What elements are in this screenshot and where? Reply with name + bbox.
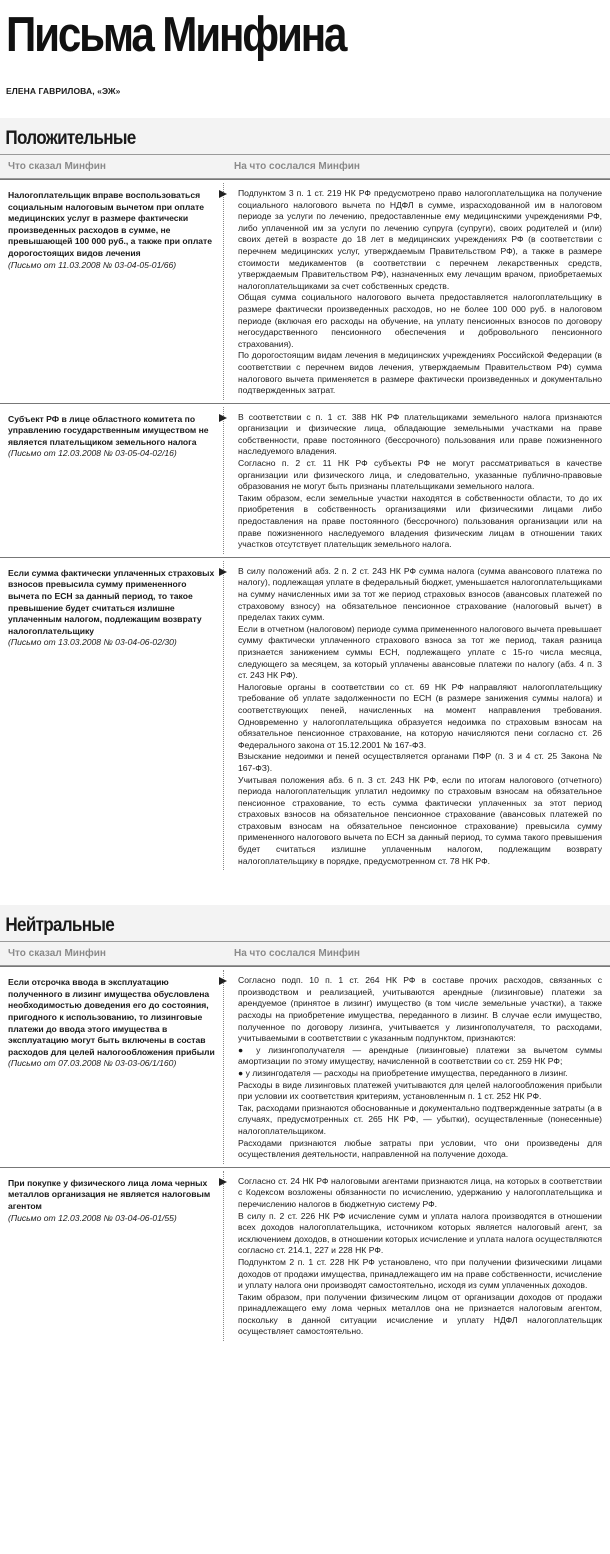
basis-paragraph: Таким образом, при получении физическим лицом от организации доходов от продажи принадлежащего ему лома черных металлов она не признается налоговым агентом, поскольку в данной ситуации исчисление и уплату НДФЛ налогоплательщик осуществляет самостоятельно. [238,1291,602,1337]
basis-paragraph: Подпунктом 3 п. 1 ст. 219 НК РФ предусмотрено право налогоплательщика на получение социального налогового вычета по НДФЛ в сумме, израсходованной им в налоговом периоде за услуги по лечению, предоставленные ему медицинскими учреждениями РФ, либо уплаченной им за услуги по лечению супруга (супруги), своих родителей и (или) своих детей в возрасте до 18 лет в медицинских учреждениях РФ (в соответствии с перечнем медицинских услуг, утверждаемым Правительством РФ), а также в размере стоимости медикаментов (в соответствии с перечнем лекарственных средств, утверждаемым Правительством РФ), назначенных ему лечащим врачом, приобретаемых налогоплательщиками за счет собственных средств. [238,188,602,291]
triangle-arrow-icon [219,977,227,985]
statement-text: Субъект РФ в лице областного комитета по управлению государственным имуществом не является плательщиком земельного налога [8,413,209,447]
masthead [0,0,610,66]
statement-text: Если сумма фактически уплаченных страховых взносов превысила сумму примененного вычета по ЕСН за данный период, то такое превышение будет считаться излишне уплаченным налогом, подлежащим возврату налогоплательщику [8,567,215,636]
column-headers [0,154,610,179]
basis-paragraph: В силу п. 2 ст. 226 НК РФ исчисление сумм и уплата налога производятся в отношении всех доходов налогоплательщика, источником которых является налоговый агент, за исключением доходов, в отношении которых исчисление и уплата налога осуществляются согласно ст. 214.1, 227 и 228 НК РФ. [238,1210,602,1256]
statement-cell [0,558,226,873]
section-title: Нейтральные [5,915,115,937]
table-row [0,403,610,557]
basis-cell [226,967,610,1167]
basis-paragraph: В силу положений абз. 2 п. 2 ст. 243 НК РФ сумма налога (сумма авансового платежа по налогу), подлежащая уплате в федеральный бюджет, уменьшается налогоплательщиками на сумму начисленных ими за тот же период страховых взносов (авансовых платежей по страховому взносу) на обязательное пенсионное страхование (налоговый вычет) в пределах таких сумм. [238,565,602,623]
statement-cell [0,404,226,557]
letter-reference: (Письмо от 11.03.2008 № 03-04-05-01/66) [8,259,177,270]
basis-paragraph: Расходы в виде лизинговых платежей учитываются для целей налогообложения прибыли при условии их соответствия критериям, установленным п. 1 ст. 252 НК РФ. [238,1079,602,1102]
table-row [0,557,610,873]
column-header-statement: Что сказал Минфин [8,948,106,960]
column-header-basis: На что сослался Минфин [234,161,360,172]
column-header-statement: Что сказал Минфин [8,161,106,172]
statement-text: Если отсрочка ввода в эксплуатацию полученного в лизинг имущества обусловлена необходимостью доведения его до состояния, пригодного к использованию, то лизинговые платежи до ввода этого имущества в эксплуатацию могут быть включены в состав расходов для целей налогообложения прибыли [8,977,215,1057]
section-gap [0,873,610,889]
article-title: Письма Минфина [6,8,346,62]
letter-reference: (Письмо от 07.03.2008 № 03-03-06/1/160) [8,1058,177,1069]
table-row [0,179,610,403]
table-row [0,1167,610,1344]
triangle-arrow-icon [219,414,227,422]
section-positive [0,118,610,873]
author-byline: ЕЛЕНА ГАВРИЛОВА, «ЭЖ» [6,86,121,96]
basis-paragraph: Взыскание недоимки и пеней осуществляется органами ПФР (п. 3 и 4 ст. 25 Закона № 167-ФЗ). [238,751,602,773]
basis-paragraph: ● у лизингополучателя — арендные (лизинговые) платежи за вычетом суммы амортизации по этому имуществу, начисленной в соответствии со ст. 259 НК РФ; [238,1044,602,1067]
statement-cell [0,1168,226,1344]
sections-container [0,118,610,1344]
section-title: Положительные [5,128,136,149]
basis-paragraph: Налоговые органы в соответствии со ст. 69 НК РФ направляют налогоплательщику требование об уплате задолженности по ЕСН (в размере занижения суммы налога) и соответствующих пеней, начисленных на момент направления требования. Одновременно у налогоплательщика образуется недоимка по страховым взносам на обязательное пенсионное страхование, на которую начисляются пени согласно ст. 26 Федерального закона от 15.12.2001 № 167-ФЗ. [238,681,602,750]
statement-text: Налогоплательщик вправе воспользоваться социальным налоговым вычетом при оплате медицинских услуг в размере фактически произведенных расходов в сумме, не превышающей 100 000 руб., а также при оплате дорогостоящих видов лечения [8,190,213,258]
section-neutral [0,905,610,1344]
basis-paragraph: Согласно ст. 24 НК РФ налоговыми агентами признаются лица, на которых в соответствии с Кодексом возложены обязанности по исчислению, удержанию у налогоплательщика и перечислению налогов в бюджетную систему РФ. [238,1175,602,1209]
triangle-arrow-icon [219,1178,227,1186]
basis-paragraph: В соответствии с п. 1 ст. 388 НК РФ плательщиками земельного налога признаются организации и физические лица, обладающие земельными участками на праве собственности, праве постоянного (бессрочного) пользования или праве пожизненного наследуемого владения. [238,411,602,457]
column-header-basis: На что сослался Минфин [234,948,360,960]
statement-text: При покупке у физического лица лома черных металлов организация не является налоговым агентом [8,1177,211,1211]
basis-paragraph: Подпунктом 2 п. 1 ст. 228 НК РФ установлено, что при получении физическими лицами доходов от продажи имущества, принадлежащего им на праве собственности, исчисление и уплату налога они производят самостоятельно, исходя из сумм уплаченных доходов. [238,1256,602,1291]
letter-reference: (Письмо от 12.03.2008 № 03-04-06-01/55) [8,1212,177,1223]
basis-paragraph: Согласно п. 2 ст. 11 НК РФ субъекты РФ не могут рассматриваться в качестве организации или физического лица, и следовательно, указанные публично-правовые образования не могут быть признаны плательщиками земельного налога. [238,458,602,492]
letter-reference: (Письмо от 12.03.2008 № 03-05-04-02/16) [8,448,177,459]
basis-paragraph: Согласно подп. 10 п. 1 ст. 264 НК РФ в составе прочих расходов, связанных с производством и реализацией, учитываются арендные (лизинговые) платежи за арендуемое (принятое в лизинг) имущество (в том числе земельные участки), а также расходы на приобретение имущества, переданного в лизинг. В случае если имущество, полученное по договору лизинга, учитывается у лизингополучателя, то расходами, учитываемыми в соответствии с указанным подпунктом, признаются: [238,975,602,1044]
basis-paragraph: По дорогостоящим видам лечения в медицинских учреждениях Российской Федерации (в соответствии с перечнем видов лечения, утверждаемым Правительством РФ) сумма налогового вычета применяется в размере фактически произведенных и документально подтвержденных затрат. [238,350,602,396]
basis-paragraph: Таким образом, если земельные участки находятся в собственности области, то до их приобретения в собственность организациями или физическими лицами либо предоставления на праве постоянного (бессрочного) пользования организации или на праве пожизненного наследуемого владения физическим лицам в отношении таких участков отсутствует плательщик земельного налога. [238,492,602,550]
statement-cell [0,967,226,1167]
basis-paragraph: Учитывая положения абз. 6 п. 3 ст. 243 НК РФ, если по итогам налогового (отчетного) периода налогоплательщик уплатил недоимку по страховым взносам на обязательное пенсионное страхование, то есть сумма фактически уплаченных за этот период страховых взносов на обязательное пенсионное страхование (авансовых платежей по страховым взносам на обязательное пенсионное страхование) превысила сумму примененного налогового вычета по ЕСН за данный период, то сумма такого превышения будет считаться излишне уплаченным налогом, подлежащим возврату налогоплательщику в порядке, предусмотренном ст. 78 НК РФ. [238,774,602,866]
letter-reference: (Письмо от 13.03.2008 № 03-04-06-02/30) [8,637,177,648]
basis-cell [226,180,610,403]
basis-paragraph: Общая сумма социального налогового вычета предоставляется налогоплательщику в размере фактически произведенных расходов, но не более 100 000 руб. в налоговом периоде (включая его расходы на обучение, на уплату пенсионных взносов по договору негосударственного пенсионного обеспечения и добровольного пенсионного страхования). [238,292,602,349]
basis-cell [226,404,610,557]
basis-paragraph: Расходами признаются любые затраты при условии, что они произведены для осуществления деятельности, направленной на получение дохода. [238,1137,602,1160]
basis-paragraph: Так, расходами признаются обоснованные и документально подтвержденные затраты (а в случаях, предусмотренных ст. 265 НК РФ, — убытки), осуществленные (понесенные) налогоплательщиком. [238,1102,602,1136]
statement-cell [0,180,226,403]
triangle-arrow-icon [219,190,227,198]
basis-paragraph: Если в отчетном (налоговом) периоде сумма примененного налогового вычета превышает сумму фактически уплаченного страхового взноса за тот же период, такая разница признается занижением суммы ЕСН, подлежащего уплате с 15-го числа месяца, следующего за месяцем, за который уплачены авансовые платежи по налогу (абз. 4 п. 3 ст. 243 НК РФ). [238,623,602,681]
basis-paragraph: ● у лизингодателя — расходы на приобретение имущества, переданного в лизинг. [238,1068,568,1078]
column-headers [0,941,610,966]
table-row [0,966,610,1167]
basis-cell [226,558,610,873]
basis-cell [226,1168,610,1344]
triangle-arrow-icon [219,568,227,576]
